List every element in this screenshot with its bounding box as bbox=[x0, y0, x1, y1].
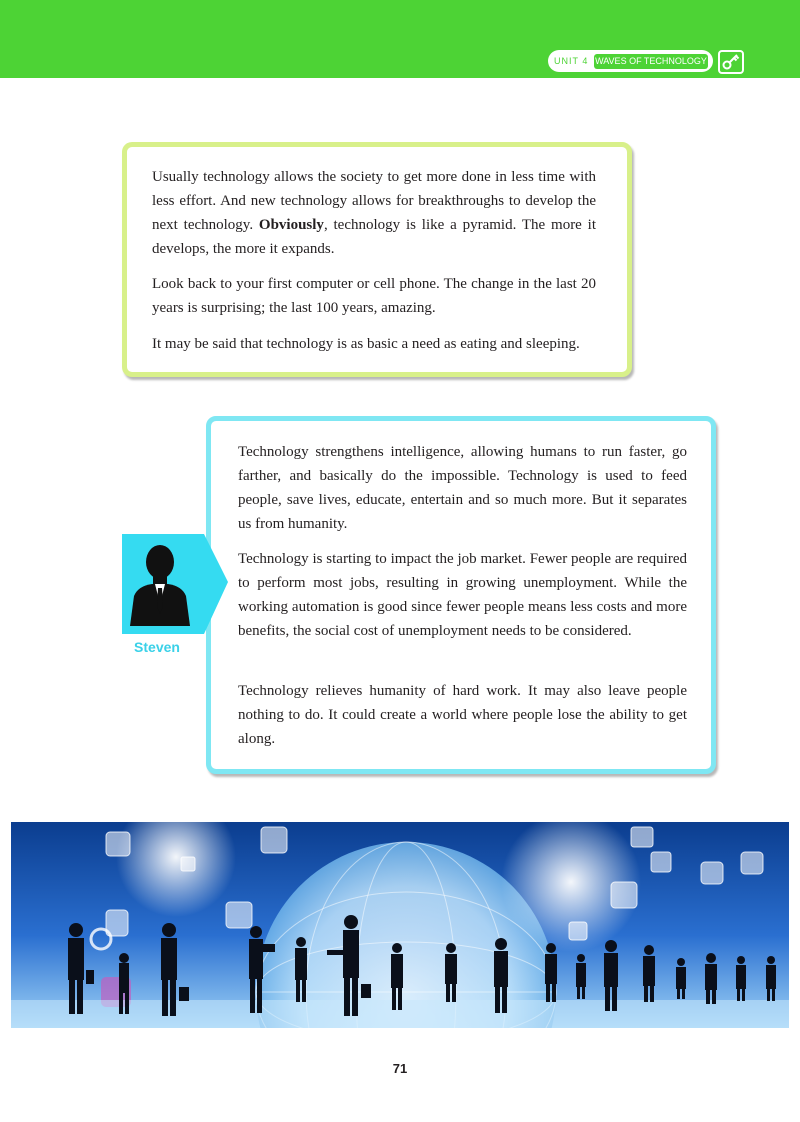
opinion-paragraph-3: Technology relieves humanity of hard work. It may also leave people nothing to do. It could create a world where people lose the ability to get along. bbox=[238, 683, 687, 747]
opinion-paragraph-2: Technology is starting to impact the job market. Fewer people are required to perform most jobs, resulting in growing unemployment. While the working automation is good since fewer people means less costs and more benefits, the social cost of unemployment needs to be considered. bbox=[238, 551, 687, 639]
business-people-globe-image bbox=[11, 822, 789, 1028]
intro-p1-text-end: , technology is like a pyramid. The more it develops, the more it expands. bbox=[152, 217, 596, 257]
unit-label: UNIT 4 bbox=[554, 56, 589, 66]
speaker-name: Steven bbox=[134, 639, 180, 655]
page-number: 71 bbox=[392, 1061, 408, 1076]
intro-paragraph-1 bbox=[152, 165, 596, 261]
intro-p1-bold: Obviously bbox=[258, 217, 324, 233]
unit-title: WAVES OF TECHNOLOGY bbox=[594, 54, 708, 69]
key-icon bbox=[718, 50, 744, 74]
opinion-paragraph-1: Technology strengthens intelligence, allowing humans to run faster, go farther, and basically do the impossible. Technology is used to feed people, save lives, educate, entertain and so much more. But it separates us from humanity. bbox=[238, 444, 687, 532]
intro-paragraph-2: Look back to your first computer or cell phone. The change in the last 20 years is surprising; the last 100 years, amazing. bbox=[152, 276, 596, 316]
intro-paragraph-3: It may be said that technology is as basic a need as eating and sleeping. bbox=[152, 336, 580, 352]
person-silhouette-icon bbox=[122, 534, 228, 638]
intro-p1-text: Usually technology allows the society to get more done in less time with less effort. And new technology allows for breakthroughs to develop the next technology. bbox=[152, 169, 596, 233]
